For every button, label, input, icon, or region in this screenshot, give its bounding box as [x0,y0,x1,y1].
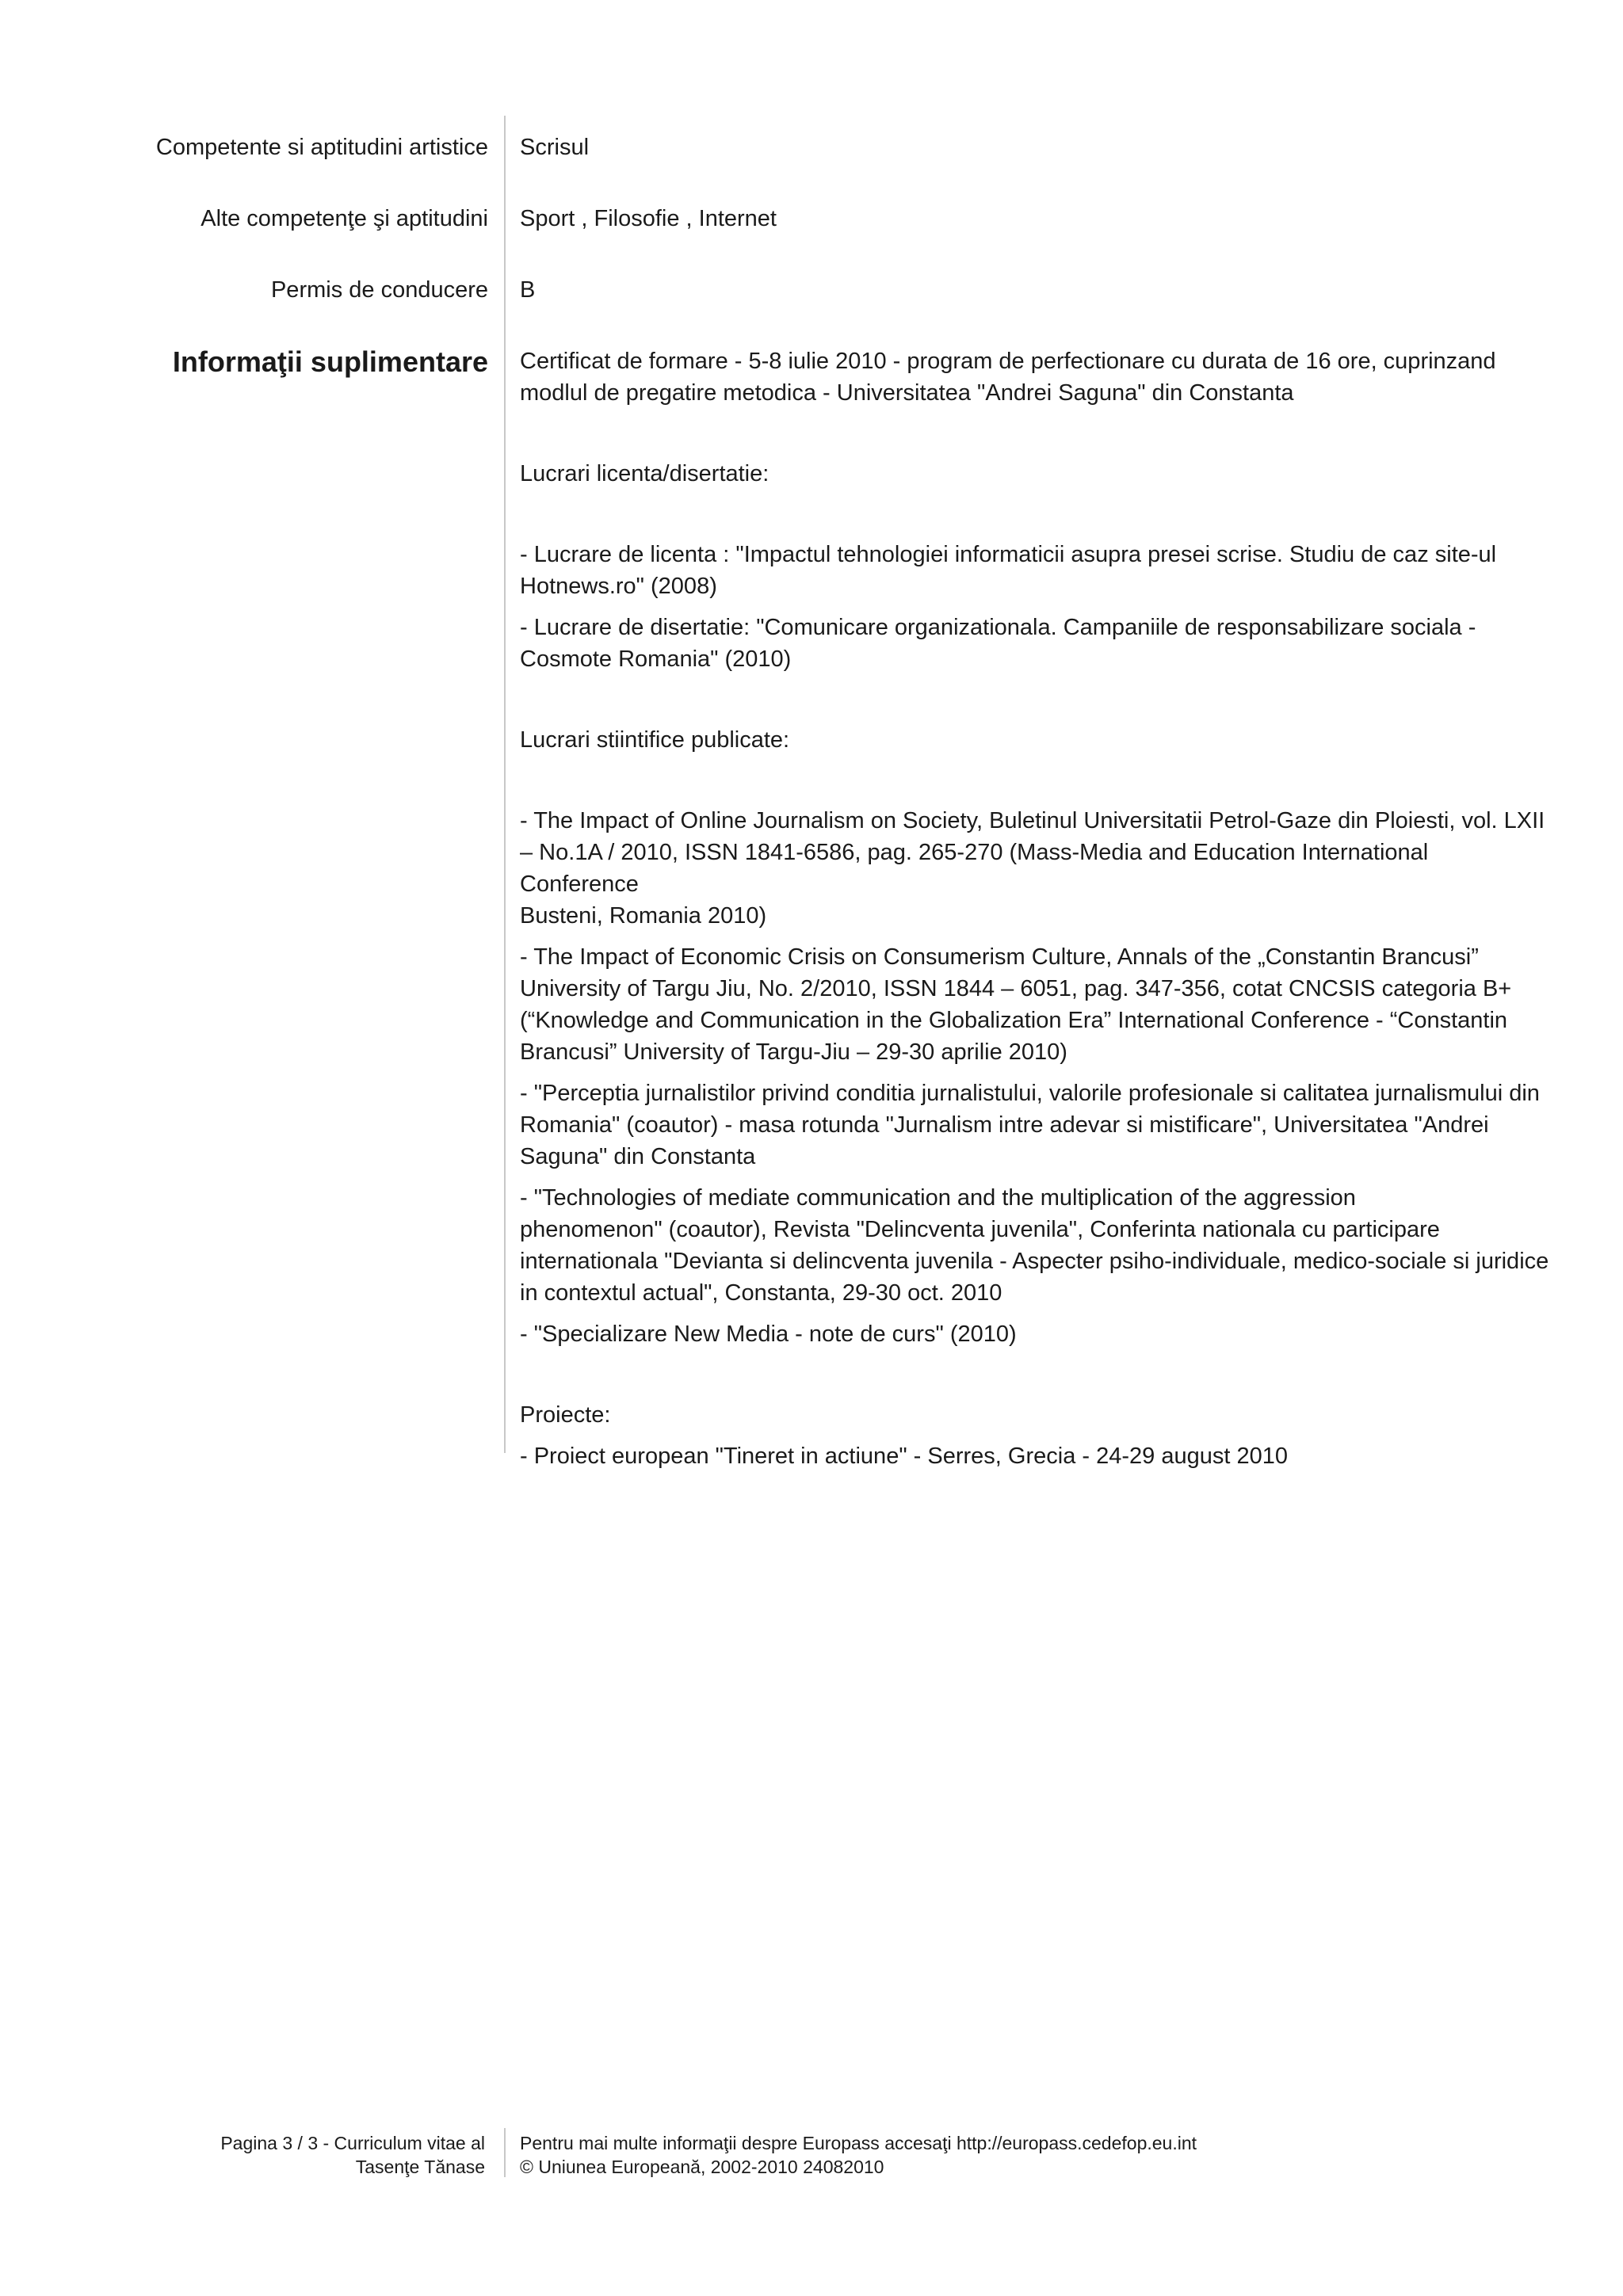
text-line: Hotnews.ro" (2008) [520,574,717,599]
column-divider [504,116,506,1453]
section-title-additional-info: Informaţii suplimentare [172,345,488,378]
text-line: University of Targu Jiu, No. 2/2010, ISSN 1844 – 6051, pag. 347-356, cotat CNCSIS categoria B+ [520,976,1512,1001]
text-line: Romania" (coautor) - masa rotunda "Jurnalism intre adevar si mistificare", Universitatea "Andrei [520,1112,1489,1138]
text-line: Certificat de formare - 5-8 iulie 2010 - program de perfectionare cu durata de 16 ore, cuprinzand [520,349,1496,374]
text-line: Cosmote Romania" (2010) [520,646,792,672]
text-line: Busteni, Romania 2010) [520,903,767,929]
value-artistic-skills: Scrisul [520,135,590,160]
publication-item [520,805,1550,932]
additional-info-content [520,345,1550,1482]
certificate-paragraph [520,345,1550,409]
text-line: - The Impact of Online Journalism on Society, Buletinul Universitatii Petrol-Gaze din Ploiesti, vol. LXII [520,808,1545,833]
publication-item [520,941,1550,1068]
text-line: - Lucrare de disertatie: "Comunicare organizationala. Campaniile de responsabilizare sociala - [520,615,1476,640]
text-line: – No.1A / 2010, ISSN 1841-6586, pag. 265-270 (Mass-Media and Education International Conference [520,840,1429,897]
footer-page-info [120,2131,485,2179]
label-driving-license: Permis de conducere [270,277,488,303]
licenta-heading: Lucrari licenta/disertatie: [520,461,769,486]
text-line: in contextul actual", Constanta, 29-30 oct. 2010 [520,1280,1002,1306]
publication-item [520,1318,1550,1350]
text-line: - "Perceptia jurnalistilor privind conditia jurnalistului, valorile profesionale si calitatea jurnalismului din [520,1081,1540,1106]
label-artistic-skills: Competente si aptitudini artistice [155,135,488,160]
footer-divider [504,2128,506,2177]
footer-copyright: © Uniunea Europeană, 2002-2010 24082010 [520,2157,884,2177]
projects-heading: Proiecte: [520,1402,611,1428]
publications-heading: Lucrari stiintifice publicate: [520,727,790,753]
text-line: - "Specializare New Media - note de curs" (2010) [520,1322,1017,1347]
text-line: Saguna" din Constanta [520,1144,756,1169]
text-line: internationala "Devianta si delincventa juvenila - Aspecter psiho-individuale, medico-sociale si juridice [520,1249,1549,1274]
text-line: - Lucrare de licenta : "Impactul tehnologiei informaticii asupra presei scrise. Studiu de caz site-ul [520,542,1497,567]
value-other-skills: Sport , Filosofie , Internet [520,206,777,231]
text-line: - "Technologies of mediate communication and the multiplication of the aggression [520,1185,1356,1211]
licenta-item [520,539,1550,602]
text-line: - The Impact of Economic Crisis on Consumerism Culture, Annals of the „Constantin Brancusi” [520,944,1479,970]
footer-page-number: Pagina 3 / 3 - Curriculum vitae al [220,2133,485,2153]
project-item: - Proiect european "Tineret in actiune" - Serres, Grecia - 24-29 august 2010 [520,1444,1288,1469]
licenta-item [520,612,1550,675]
publication-item [520,1182,1550,1309]
footer-author-name: Tasenţe Tănase [355,2157,485,2177]
footer-europass-link-text: Pentru mai multe informaţii despre Europass accesaţi http://europass.cedefop.eu.int [520,2133,1197,2153]
text-line: modlul de pregatire metodica - Universitatea "Andrei Saguna" din Constanta [520,380,1294,406]
text-line: (“Knowledge and Communication in the Globalization Era” International Conference - “Constantin [520,1008,1508,1033]
footer-europass-info [520,2131,1550,2179]
text-line: phenomenon" (coautor), Revista "Delincventa juvenila", Conferinta nationala cu participare [520,1217,1440,1242]
value-driving-license: B [520,277,536,303]
text-line: Brancusi” University of Targu-Jiu – 29-30 aprilie 2010) [520,1039,1067,1065]
label-other-skills: Alte competenţe şi aptitudini [200,206,488,231]
publication-item [520,1077,1550,1173]
